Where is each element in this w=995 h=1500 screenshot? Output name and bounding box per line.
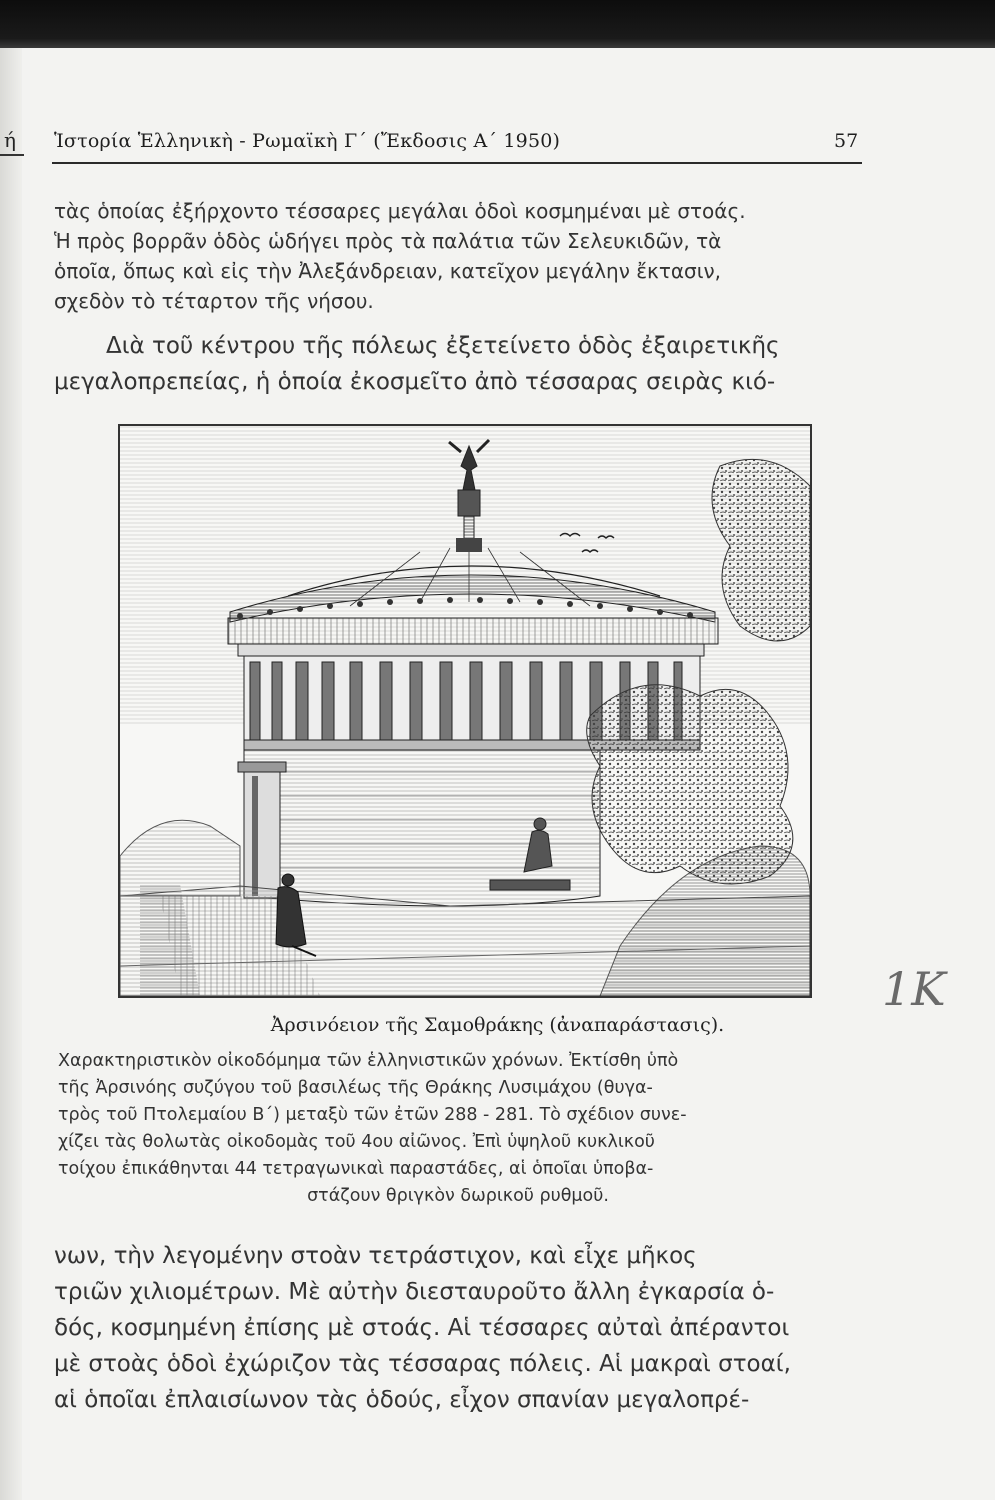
paragraph-2: [54, 328, 860, 400]
caption-line: Χαρακτηριστικὸν οἰκοδόμημα τῶν ἑλληνιστικῶν χρόνων. Ἐκτίσθη ὑπὸ: [58, 1051, 679, 1071]
header-rule: [52, 162, 862, 164]
text-line: Διὰ τοῦ κέντρου τῆς πόλεως ἐξετείνετο ὁδὸς ἐξαιρετικῆς: [106, 333, 780, 359]
text-line: Ἡ πρὸς βορρᾶν ὁδὸς ὡδήγει πρὸς τὰ παλάτια τῶν Σελευκιδῶν, τὰ: [54, 229, 722, 253]
caption-line: χίζει τὰς θολωτὰς οἰκοδομὰς τοῦ 4ου αἰῶνος. Ἐπὶ ὑψηλοῦ κυκλικοῦ: [58, 1132, 655, 1152]
text-line: μεγαλοπρεπείας, ἡ ὁποία ἐκοσμεῖτο ἀπὸ τέσσαρας σειρὰς κιό-: [54, 369, 776, 395]
handwritten-note: 1K: [882, 962, 946, 1016]
text-line: δός, κοσμημένη ἐπίσης μὲ στοάς. Αἱ τέσσαρες αὐταὶ ἀπέραντοι: [54, 1315, 790, 1341]
margin-letter: ή: [4, 128, 16, 152]
text-line: νων, τὴν λεγομένην στοὰν τετράστιχον, καὶ εἶχε μῆκος: [54, 1243, 697, 1269]
running-header-title: Ἱστορία Ἑλληνικὴ - Ρωμαϊκὴ Γ΄ (Ἔκδοσις Α΄ 1950): [54, 130, 561, 152]
scan-dark-edge: [0, 0, 995, 48]
page-number: 57: [834, 130, 859, 152]
caption-line: τοίχου ἐπικάθηνται 44 τετραγωνικαὶ παραστάδες, αἱ ὁποῖαι ὑποβα-: [58, 1159, 654, 1179]
text-line: μὲ στοὰς ὁδοὶ ἐχώριζον τὰς τέσσαρας πόλεις. Αἱ μακραὶ στοαί,: [54, 1351, 791, 1377]
text-line: τὰς ὁποίας ἐξήρχοντο τέσσαρες μεγάλαι ὁδοὶ κοσμημέναι μὲ στοάς.: [54, 199, 746, 223]
text-line: αἱ ὁποῖαι ἐπλαισίωνον τὰς ὁδούς, εἶχον σπανίαν μεγαλοπρέ-: [54, 1387, 750, 1413]
figure-caption-title: Ἀρσινόειον τῆς Σαμοθράκης (ἀναπαράστασις).: [270, 1014, 725, 1036]
margin-rule: [0, 154, 24, 156]
paragraph-1: [54, 196, 860, 316]
paragraph-3: [54, 1238, 860, 1418]
text-line: σχεδὸν τὸ τέταρτον τῆς νήσου.: [54, 289, 374, 313]
text-line: τριῶν χιλιομέτρων. Μὲ αὐτὴν διεσταυροῦτο ἄλλη ἐγκαρσία ὁ-: [54, 1279, 775, 1305]
caption-line: στάζουν θριγκὸν δωρικοῦ ρυθμοῦ.: [307, 1186, 609, 1206]
caption-line: τῆς Ἀρσινόης συζύγου τοῦ βασιλέως τῆς Θράκης Λυσιμάχου (θυγα-: [58, 1078, 653, 1098]
figure-caption-body: [58, 1048, 858, 1210]
arsinoeion-illustration: [118, 424, 812, 998]
text-line: ὁποῖα, ὅπως καὶ εἰς τὴν Ἀλεξάνδρειαν, κατεῖχον μεγάλην ἔκτασιν,: [54, 259, 722, 283]
caption-line: τρὸς τοῦ Πτολεμαίου Β΄) μεταξὺ τῶν ἐτῶν 288 - 281. Τὸ σχέδιον συνε-: [58, 1105, 687, 1125]
binding-shadow: [0, 48, 22, 1500]
